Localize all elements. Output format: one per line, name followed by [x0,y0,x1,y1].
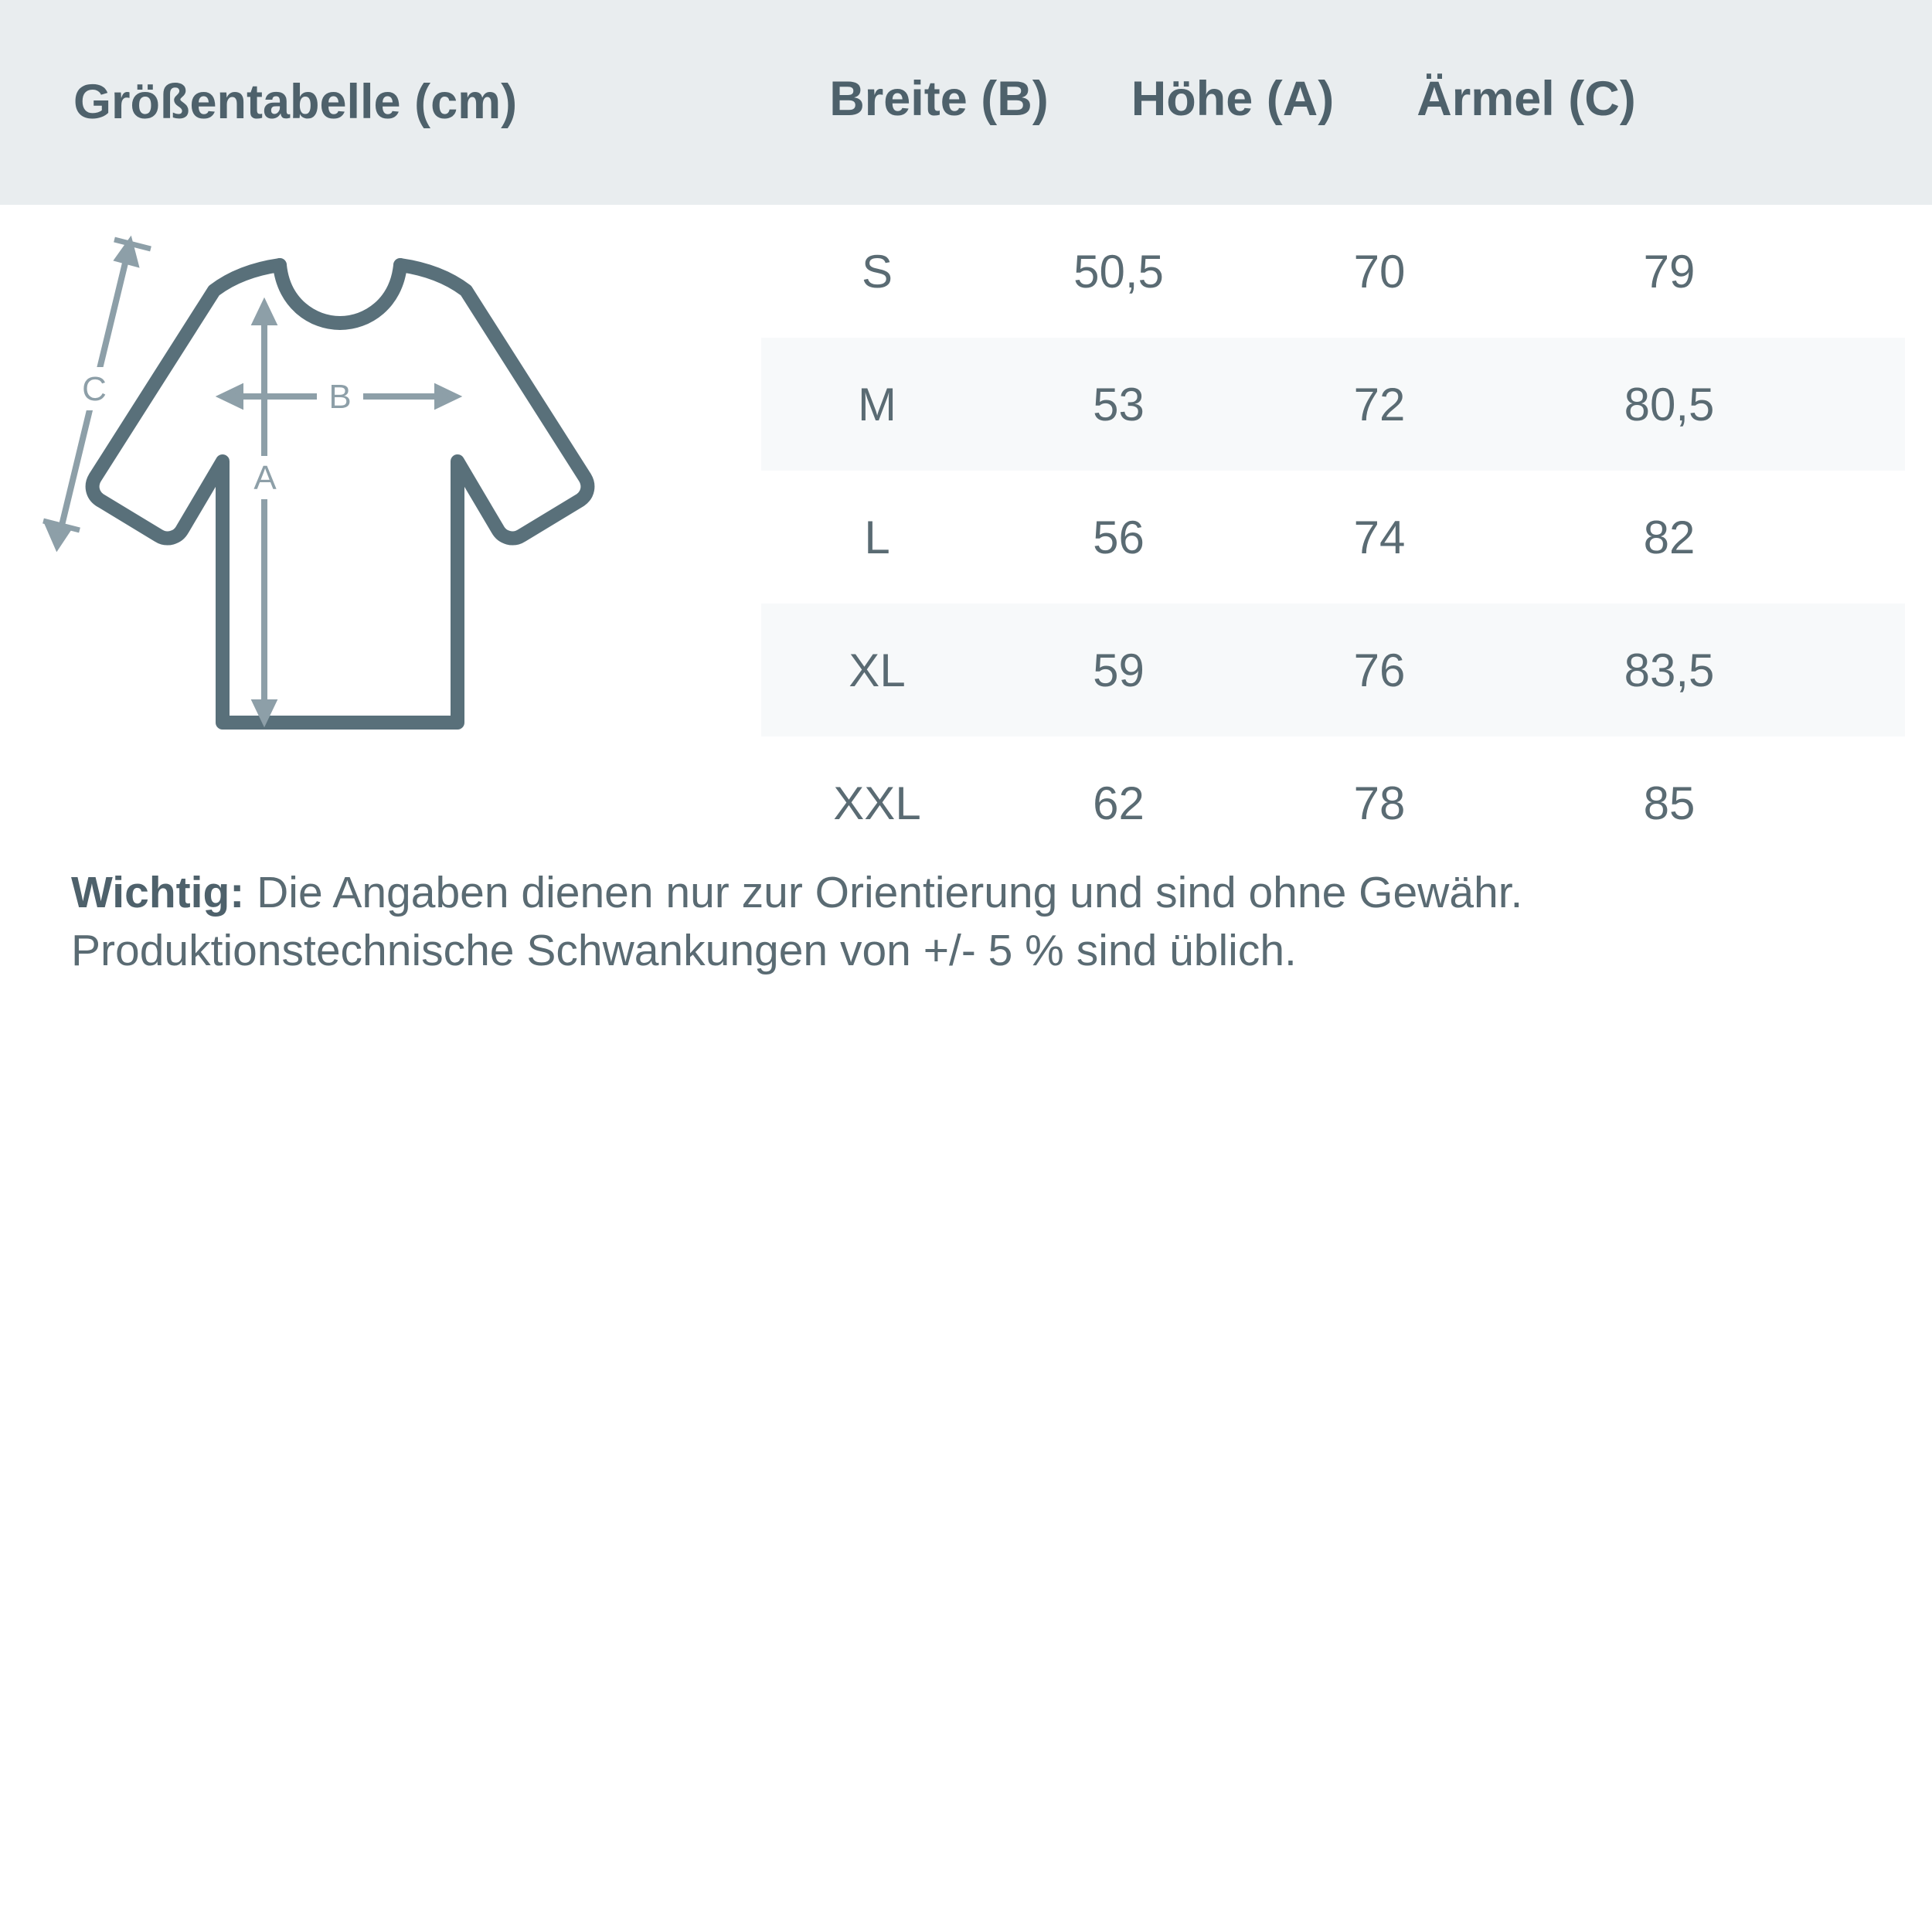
diagram-label-a: A [253,459,277,497]
table-row [761,338,1905,471]
cell-hoehe: 74 [1353,511,1406,563]
table-row [761,205,1905,338]
table-row [761,604,1905,736]
diagram-label-c: C [82,370,107,408]
cell-hoehe: 72 [1353,378,1406,430]
cell-aermel: 85 [1643,777,1696,829]
size-table [761,205,1905,869]
size-chart-header [0,0,1932,205]
cell-breite: 62 [1093,777,1145,829]
disclaimer-note [71,864,1872,980]
cell-size: XXL [833,777,921,829]
cell-aermel: 82 [1643,511,1696,563]
shirt-diagram [43,232,761,804]
cell-hoehe: 70 [1353,245,1406,298]
cell-aermel: 83,5 [1624,644,1715,696]
cell-breite: 56 [1093,511,1145,563]
page-title: Größentabelle (cm) [73,75,518,129]
disclaimer-label: Wichtig: [71,868,245,917]
column-headers [788,71,1862,127]
cell-size: L [864,511,890,563]
column-header-aermel: Ärmel (C) [1417,72,1636,126]
cell-hoehe: 76 [1353,644,1406,696]
cell-aermel: 79 [1643,245,1696,298]
column-header-hoehe: Höhe (A) [1131,72,1335,126]
table-row [761,736,1905,869]
table-row [761,471,1905,604]
column-header-breite: Breite (B) [829,72,1049,126]
cell-size: XL [849,644,906,696]
disclaimer-text: Die Angaben dienen nur zur Orientierung und sind ohne Gewähr. Produktionstechnische Schwankungen von +/- 5 % sind üblich. [71,868,1523,976]
cell-aermel: 80,5 [1624,378,1715,430]
cell-size: S [861,245,893,298]
cell-breite: 53 [1093,378,1145,430]
cell-breite: 59 [1093,644,1145,696]
cell-hoehe: 78 [1353,777,1406,829]
diagram-label-b: B [328,378,352,416]
cell-size: M [858,378,896,430]
cell-breite: 50,5 [1073,245,1164,298]
